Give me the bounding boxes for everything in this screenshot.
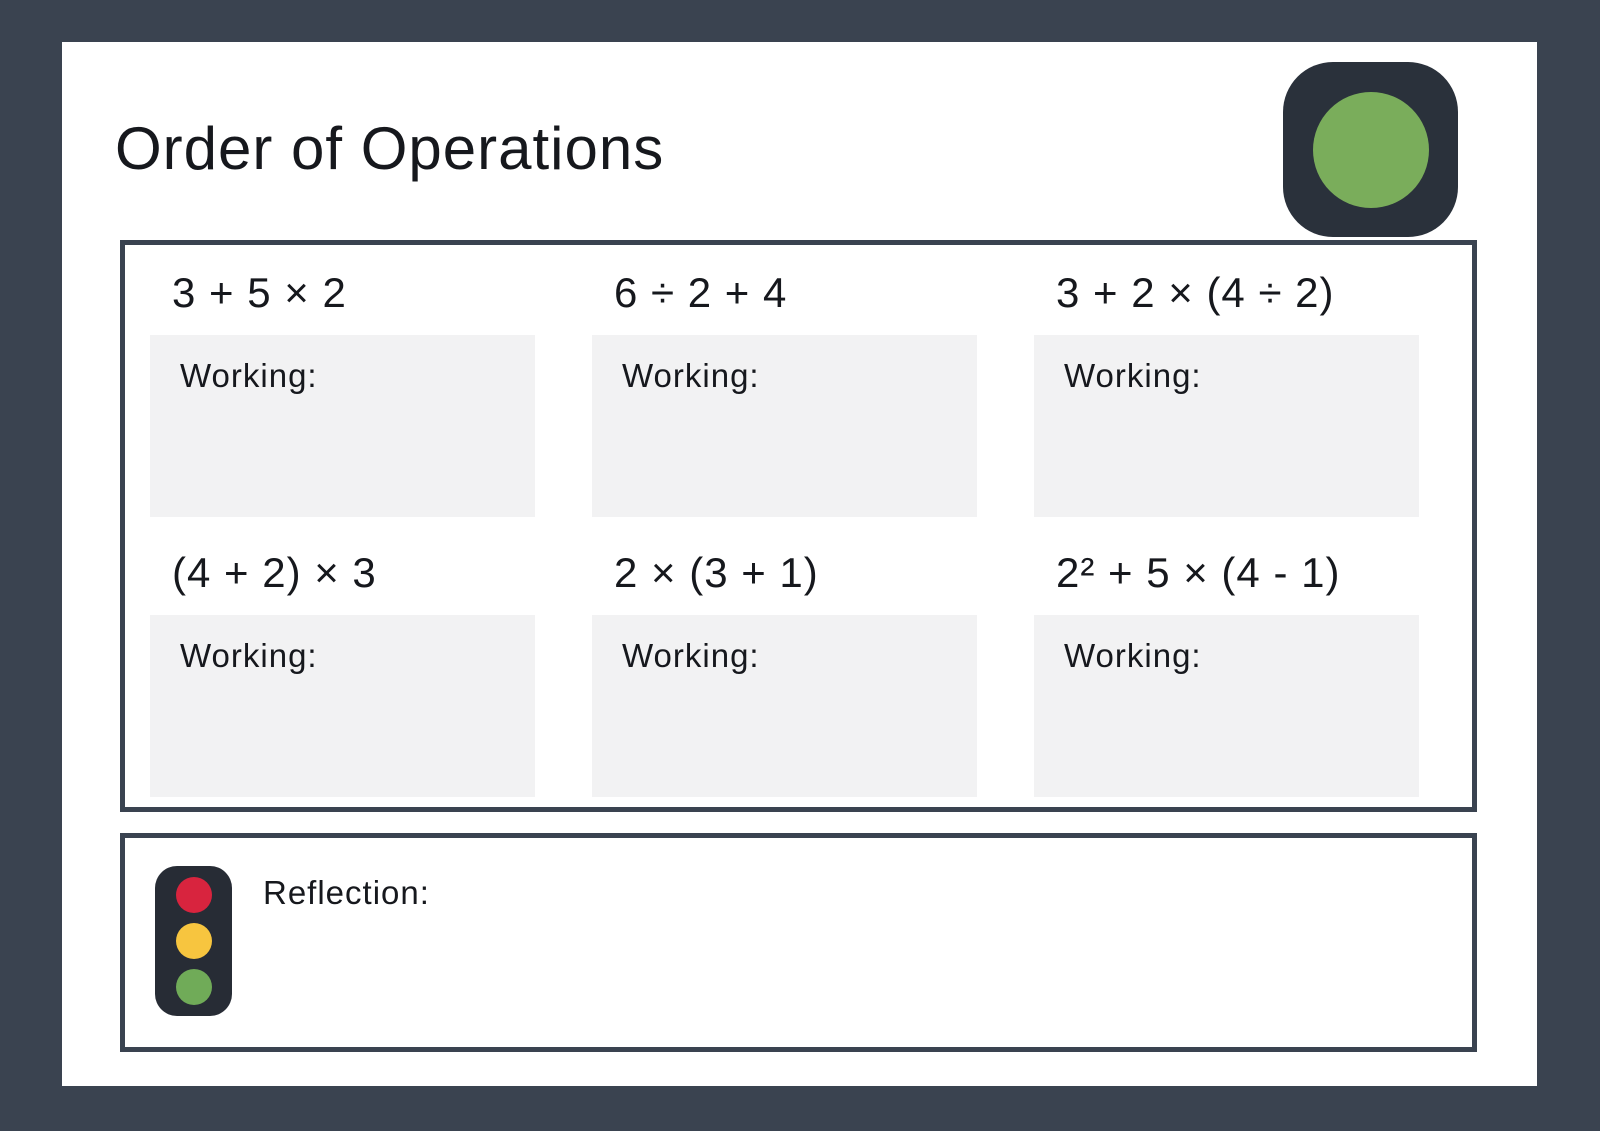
red-light-icon	[176, 877, 212, 913]
working-area[interactable]	[592, 335, 977, 517]
problem-expression: 3 + 5 × 2	[172, 269, 347, 316]
working-label: Working:	[622, 357, 760, 394]
problem-expression: 2 × (3 + 1)	[614, 549, 819, 596]
working-area[interactable]	[150, 335, 535, 517]
problem-expression: (4 + 2) × 3	[172, 549, 377, 596]
problem-card	[1034, 517, 1419, 797]
working-area[interactable]	[1034, 615, 1419, 797]
reflection-label: Reflection:	[263, 874, 430, 911]
working-label: Working:	[1064, 357, 1202, 394]
yellow-light-icon	[176, 923, 212, 959]
page-title: Order of Operations	[115, 115, 665, 182]
working-label: Working:	[1064, 637, 1202, 674]
problem-card	[1034, 245, 1419, 517]
problem-card	[592, 245, 977, 517]
working-label: Working:	[622, 637, 760, 674]
problem-expression: 2² + 5 × (4 - 1)	[1056, 549, 1341, 596]
working-label: Working:	[180, 357, 318, 394]
working-area[interactable]	[592, 615, 977, 797]
green-circle-logo-icon	[1283, 62, 1458, 237]
problem-expression: 3 + 2 × (4 ÷ 2)	[1056, 269, 1335, 316]
green-light-icon	[176, 969, 212, 1005]
problem-card	[592, 517, 977, 797]
problem-card	[150, 245, 535, 517]
working-label: Working:	[180, 637, 318, 674]
working-area[interactable]	[1034, 335, 1419, 517]
traffic-light-icon	[155, 866, 232, 1016]
worksheet-page	[62, 42, 1537, 1086]
problem-expression: 6 ÷ 2 + 4	[614, 269, 788, 316]
problems-section	[120, 240, 1477, 812]
working-area[interactable]	[150, 615, 535, 797]
reflection-section[interactable]	[120, 833, 1477, 1052]
problem-card	[150, 517, 535, 797]
green-dot-icon	[1313, 92, 1429, 208]
